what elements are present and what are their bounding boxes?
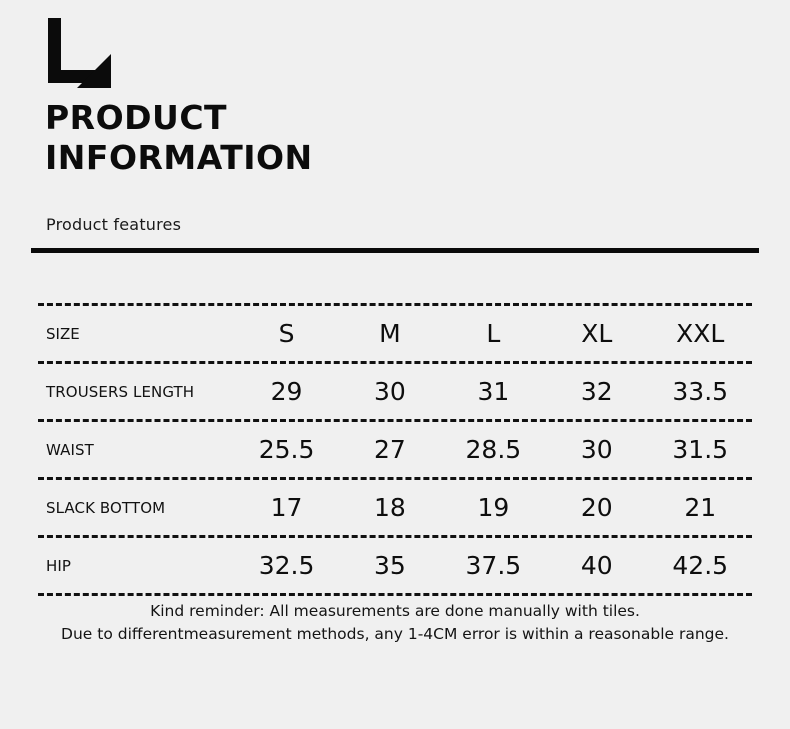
measurement-note [0,600,790,647]
cell-trousers-length-s: 29 [270,377,303,406]
product-features-label: Product features [46,215,182,234]
table-dashed-divider [38,300,752,309]
size-header-label: SIZE [46,324,80,343]
table-header-row [38,309,752,358]
dashed-line [38,303,752,306]
measurement-note-line-1: Kind reminder: All measurements are done manually with tiles. [150,602,640,620]
cell-trousers-length-m: 30 [374,377,406,406]
dashed-line [38,419,752,422]
size-column-xl: XL [581,319,613,348]
cell-trousers-length-xxl: 33.5 [672,377,729,406]
cell-slack-bottom-xxl: 21 [684,493,717,522]
cell-waist-s: 25.5 [258,435,315,464]
row-label-waist: WAIST [46,440,94,459]
cell-hip-l: 37.5 [465,551,522,580]
table-row [38,425,752,474]
size-table [38,300,752,599]
cell-trousers-length-xl: 32 [580,377,613,406]
table-dashed-divider [38,532,752,541]
table-dashed-divider [38,590,752,599]
cell-waist-xxl: 31.5 [672,435,729,464]
cell-hip-s: 32.5 [258,551,315,580]
cell-hip-xl: 40 [580,551,613,580]
row-label-slack-bottom: SLACK BOTTOM [46,498,166,517]
cell-slack-bottom-m: 18 [374,493,406,522]
table-dashed-divider [38,474,752,483]
table-row [38,367,752,416]
size-column-m: M [379,319,401,348]
dashed-line [38,535,752,538]
dashed-line [38,477,752,480]
table-row [38,483,752,532]
measurement-note-line-2: Due to differentmeasurement methods, any 1-4CM error is within a reasonable range. [61,625,729,644]
page-header [45,18,745,179]
cell-slack-bottom-l: 19 [477,493,510,522]
cell-waist-xl: 30 [580,435,613,464]
page-title-line-2: INFORMATION [45,138,313,178]
cell-waist-m: 27 [374,435,406,464]
cell-slack-bottom-s: 17 [270,493,303,522]
down-right-arrow-icon [45,18,745,88]
cell-slack-bottom-xl: 20 [580,493,613,522]
cell-waist-l: 28.5 [465,435,522,464]
row-label-hip: HIP [46,556,72,575]
table-dashed-divider [38,416,752,425]
section-divider [31,248,759,253]
cell-hip-xxl: 42.5 [672,551,729,580]
table-row [38,541,752,590]
table-dashed-divider [38,358,752,367]
dashed-line [38,361,752,364]
page-title-line-1: PRODUCT [45,98,228,137]
row-label-trousers-length: TROUSERS LENGTH [46,382,195,401]
size-column-s: S [278,319,295,348]
cell-trousers-length-l: 31 [477,377,510,406]
dashed-line [38,593,752,596]
size-column-l: L [486,319,501,348]
cell-hip-m: 35 [374,551,406,580]
size-chart [38,300,752,599]
size-column-xxl: XXL [676,319,725,348]
page-title [45,98,745,179]
